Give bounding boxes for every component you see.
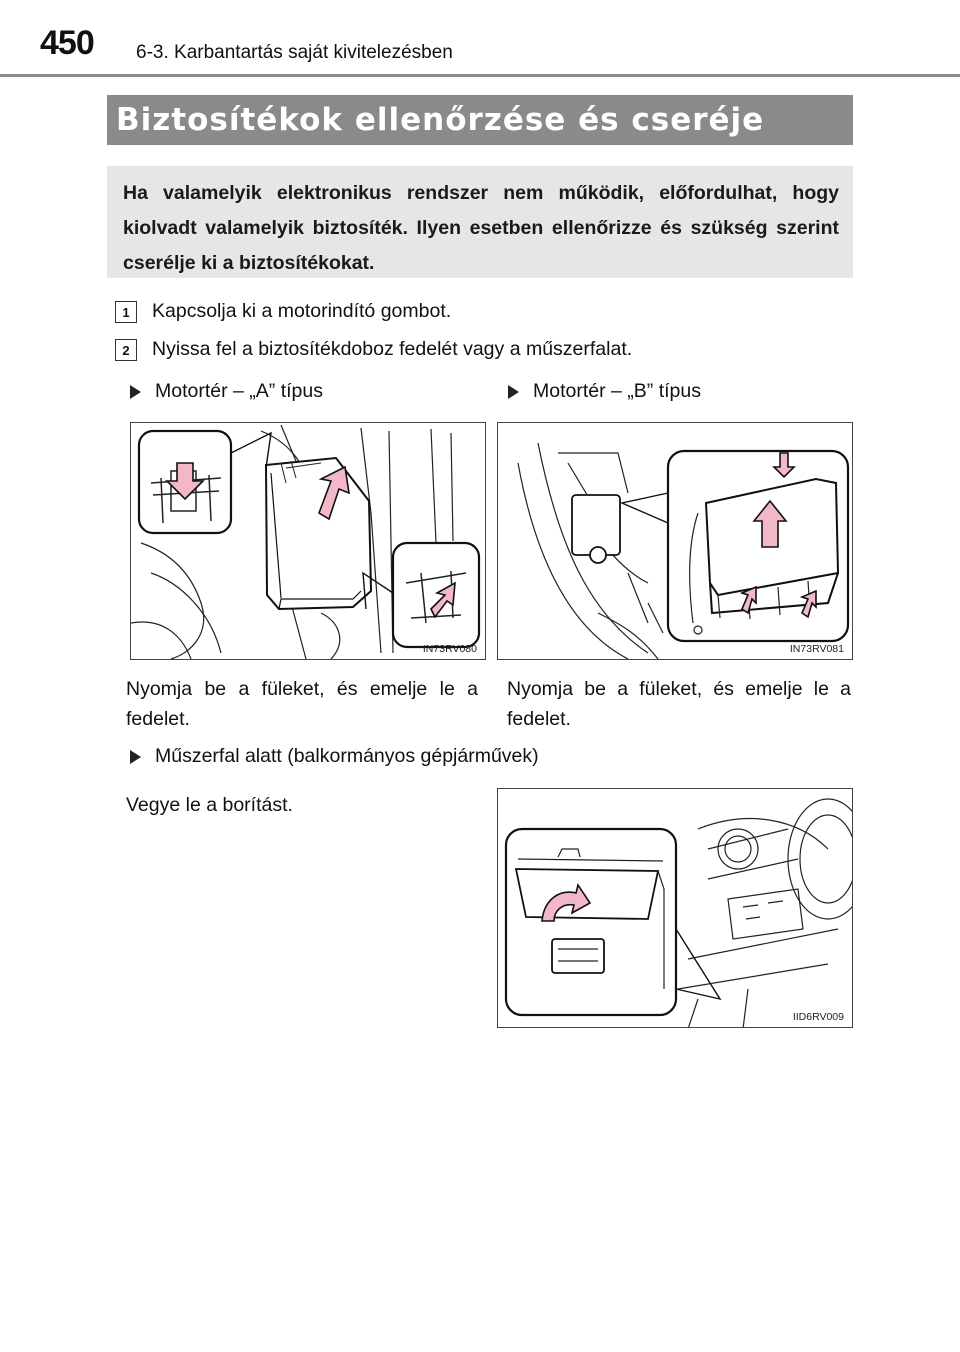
- bullet-muszerfal: [130, 745, 539, 768]
- figure-motorter-b: [497, 422, 853, 660]
- step-2-text: Nyissa fel a biztosítékdoboz fedelét vagy a műszerfalat.: [152, 338, 633, 360]
- figure-b-caption: Nyomja be a füleket, és emelje le a fedelet.: [507, 678, 851, 730]
- figure-muszerfal: [497, 788, 853, 1028]
- bullet-triangle-icon: [130, 750, 141, 764]
- section-title: 6-3. Karbantartás saját kivitelezésben: [136, 42, 453, 63]
- figure-motorter-a: [130, 422, 486, 660]
- engine-bay-a-illustration: [131, 423, 486, 660]
- engine-bay-b-illustration: [498, 423, 853, 660]
- step-1-text: Kapcsolja ki a motorindító gombot.: [152, 300, 452, 322]
- page-number: 450: [40, 24, 94, 62]
- step-1-badge: 1: [115, 301, 137, 323]
- bullet-triangle-icon: [508, 385, 519, 399]
- bullet-triangle-icon: [130, 385, 141, 399]
- intro-box: [107, 166, 853, 278]
- figure-a-caption: Nyomja be a füleket, és emelje le a fedelet.: [126, 678, 478, 730]
- step-2-badge: 2: [115, 339, 137, 361]
- intro-text: Ha valamelyik elektronikus rendszer nem működik, előfordulhat, hogy kiolvadt valamelyik biztosíték. Ilyen esetben ellenőrizze és szükség szerint cserélje ki a biztosítékokat.: [123, 182, 839, 274]
- figure-c-code: IID6RV009: [792, 1011, 844, 1023]
- page-heading: Biztosítékok ellenőrzése és cseréje: [116, 102, 765, 138]
- dashboard-illustration: [498, 789, 853, 1028]
- bullet-motorter-b: [508, 380, 701, 403]
- header-rule: [0, 74, 960, 77]
- bullet-motorter-a: [130, 380, 323, 403]
- figure-a-code: IN73RV080: [422, 643, 477, 655]
- figure-c-title: Műszerfal alatt (balkormányos gépjárművek): [155, 745, 539, 767]
- figure-b-title: Motortér – „B” típus: [533, 380, 701, 402]
- figure-a-title: Motortér – „A” típus: [155, 380, 323, 402]
- figure-b-code: IN73RV081: [789, 643, 844, 655]
- figure-c-caption: Vegye le a borítást.: [126, 794, 293, 816]
